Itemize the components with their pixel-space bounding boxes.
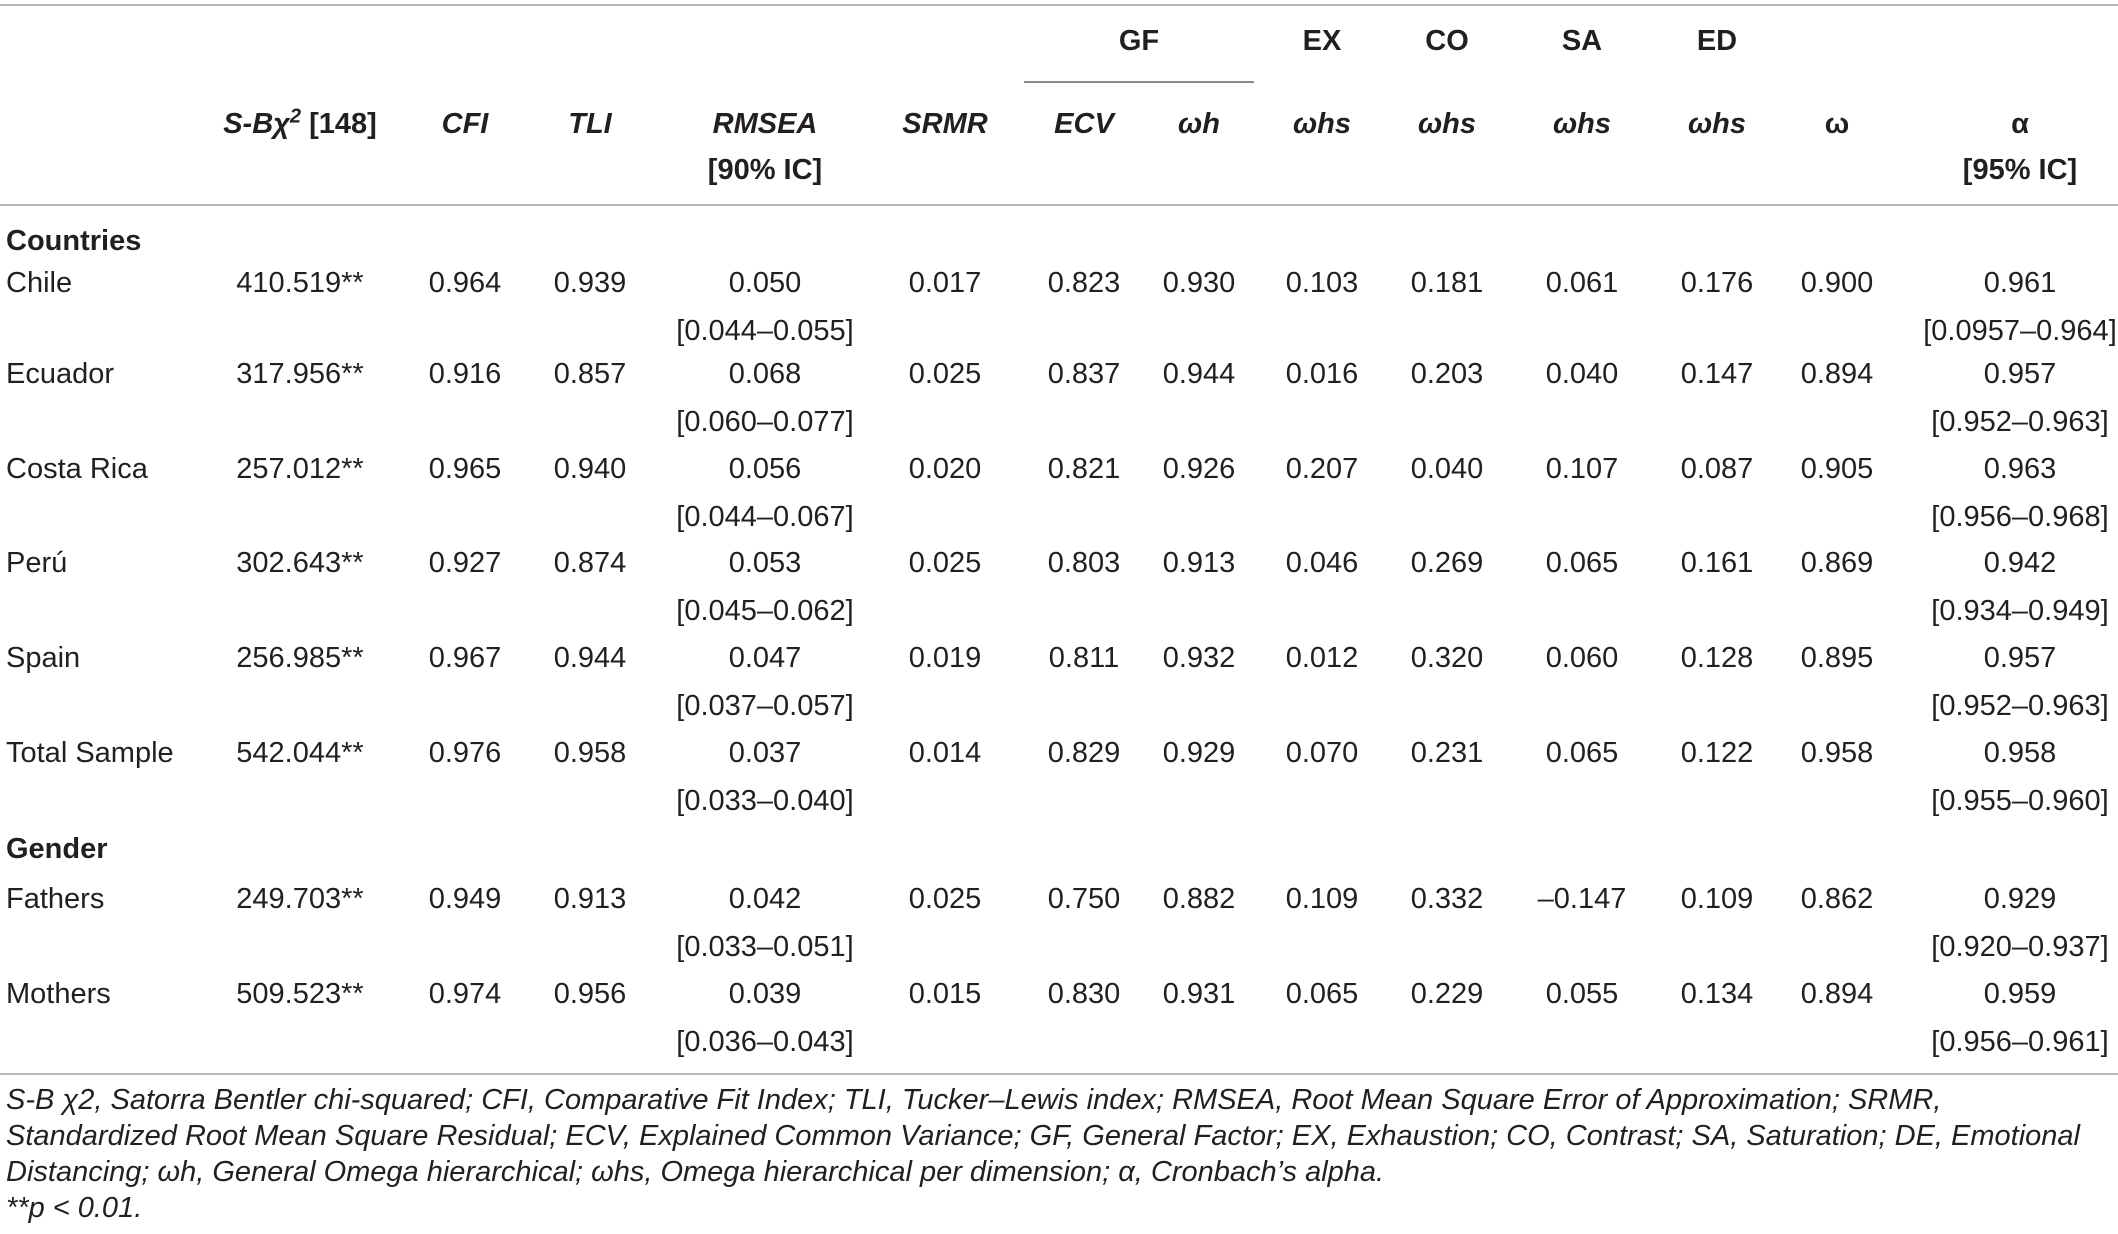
cell-sa: 0.065 [1545,737,1619,769]
cell-w: 0.894 [1800,358,1874,390]
cell-tli: 0.958 [553,737,627,769]
cell-alpha: 0.957 [1983,642,2057,674]
cell-ex: 0.012 [1285,642,1359,674]
group-header-ed: ED [1696,25,1738,57]
cell-rmsea: 0.037 [728,737,802,769]
row-label: Perú [6,547,68,579]
col-header-sbx2-text: S-Bχ [223,108,290,140]
cell-srmr: 0.025 [908,358,982,390]
cell-co: 0.269 [1410,547,1484,579]
cell-cfi: 0.949 [428,883,502,915]
footnote-significance: **p < 0.01. [6,1192,143,1224]
row-label: Fathers [6,883,105,915]
cell-alpha_ci: [0.0957–0.964] [1923,315,2117,347]
cell-ecv: 0.821 [1047,453,1121,485]
cell-ecv: 0.803 [1047,547,1121,579]
row-label: Chile [6,267,73,299]
cell-rmsea_ci: [0.044–0.055] [676,315,854,347]
row-label: Spain [6,642,81,674]
cell-co: 0.332 [1410,883,1484,915]
cell-ex: 0.065 [1285,978,1359,1010]
cell-rmsea_ci: [0.033–0.051] [676,931,854,963]
cell-ecv: 0.823 [1047,267,1121,299]
cell-tli: 0.956 [553,978,627,1010]
cell-w: 0.862 [1800,883,1874,915]
cell-sbx2: 317.956** [236,358,364,390]
cell-ex: 0.109 [1285,883,1359,915]
cell-rmsea: 0.039 [728,978,802,1010]
cell-ecv: 0.829 [1047,737,1121,769]
cell-wh: 0.882 [1162,883,1236,915]
cell-srmr: 0.019 [908,642,982,674]
cell-ed: 0.161 [1680,547,1754,579]
cell-alpha: 0.959 [1983,978,2057,1010]
cell-srmr: 0.015 [908,978,982,1010]
cell-wh: 0.930 [1162,267,1236,299]
cell-sa: 0.107 [1545,453,1619,485]
cell-tli: 0.857 [553,358,627,390]
cell-tli: 0.913 [553,883,627,915]
row-label: Ecuador [6,358,115,390]
cell-rmsea: 0.047 [728,642,802,674]
col-header-omega: ω [1824,108,1850,140]
cell-co: 0.181 [1410,267,1484,299]
cell-cfi: 0.964 [428,267,502,299]
cell-ed: 0.147 [1680,358,1754,390]
cell-srmr: 0.025 [908,883,982,915]
cell-rmsea_ci: [0.044–0.067] [676,501,854,533]
cell-w: 0.895 [1800,642,1874,674]
section-title: Countries [6,225,142,257]
cell-sbx2: 256.985** [236,642,364,674]
cell-sbx2: 509.523** [236,978,364,1010]
cell-sa: 0.040 [1545,358,1619,390]
cell-alpha: 0.942 [1983,547,2057,579]
cell-w: 0.900 [1800,267,1874,299]
cell-rmsea: 0.042 [728,883,802,915]
cell-w: 0.894 [1800,978,1874,1010]
cell-sbx2: 542.044** [236,737,364,769]
cell-alpha: 0.957 [1983,358,2057,390]
cell-tli: 0.874 [553,547,627,579]
cell-rmsea: 0.068 [728,358,802,390]
col-header-sa-whs: ωhs [1552,108,1612,140]
col-header-alpha: α [2011,108,2029,140]
cell-tli: 0.940 [553,453,627,485]
cell-alpha_ci: [0.956–0.968] [1931,501,2109,533]
col-header-tli: TLI [568,108,612,140]
group-header-co: CO [1425,25,1469,57]
cell-sbx2: 410.519** [236,267,364,299]
cell-sbx2: 249.703** [236,883,364,915]
cell-ed: 0.134 [1680,978,1754,1010]
cell-alpha: 0.963 [1983,453,2057,485]
top-rule [0,4,2118,6]
col-header-rmsea-ci: [90% IC] [707,154,823,186]
cell-ed: 0.122 [1680,737,1754,769]
cell-alpha: 0.929 [1983,883,2057,915]
group-header-gf: GF [1118,25,1160,57]
cell-cfi: 0.974 [428,978,502,1010]
cell-rmsea_ci: [0.037–0.057] [676,690,854,722]
footnote-definitions: S-B χ2, Satorra Bentler chi-squared; CFI, Comparative Fit Index; TLI, Tucker–Lewis index; RMSEA, Root Mean Square Error of Approximation; SRMR, Standardized Root Mean Square Residual; ECV, Explained Common Variance; GF, General Factor; EX, Exhaustion; CO, Contrast; SA, Saturation; DE, Emotional Distancing; ωh, General Omega hierarchical; ωhs, Omega hierarchical per dimension; α, Cronbach’s alpha. [6,1084,2080,1188]
cell-ecv: 0.830 [1047,978,1121,1010]
cell-ecv: 0.811 [1048,642,1120,674]
cell-co: 0.040 [1410,453,1484,485]
col-header-alpha-ci: [95% IC] [1962,154,2078,186]
cell-sbx2: 257.012** [236,453,364,485]
cell-cfi: 0.927 [428,547,502,579]
cell-rmsea_ci: [0.045–0.062] [676,595,854,627]
cell-co: 0.320 [1410,642,1484,674]
gf-group-rule [1024,81,1254,83]
cell-wh: 0.929 [1162,737,1236,769]
cell-alpha_ci: [0.955–0.960] [1931,785,2109,817]
cell-alpha_ci: [0.956–0.961] [1931,1026,2109,1058]
cell-ecv: 0.750 [1047,883,1121,915]
cell-alpha_ci: [0.952–0.963] [1931,406,2109,438]
cell-sa: 0.055 [1545,978,1619,1010]
cell-ex: 0.103 [1285,267,1359,299]
cell-wh: 0.913 [1162,547,1236,579]
col-header-sbx2-sup: 2 [289,105,302,128]
cell-srmr: 0.014 [908,737,982,769]
cell-tli: 0.944 [553,642,627,674]
cell-co: 0.229 [1410,978,1484,1010]
cell-sa: 0.060 [1545,642,1619,674]
cell-wh: 0.931 [1162,978,1236,1010]
cell-ex: 0.207 [1285,453,1359,485]
cell-ex: 0.046 [1285,547,1359,579]
row-label: Costa Rica [6,453,148,485]
cell-ed: 0.176 [1680,267,1754,299]
cell-sa: 0.061 [1545,267,1619,299]
cell-sa: 0.065 [1545,547,1619,579]
row-label: Mothers [6,978,111,1010]
cell-tli: 0.939 [553,267,627,299]
cell-alpha_ci: [0.952–0.963] [1931,690,2109,722]
cell-rmsea: 0.050 [728,267,802,299]
cell-rmsea_ci: [0.036–0.043] [676,1026,854,1058]
cell-srmr: 0.017 [908,267,982,299]
cell-co: 0.203 [1410,358,1484,390]
cell-wh: 0.944 [1162,358,1236,390]
cell-srmr: 0.020 [908,453,982,485]
col-header-ed-whs: ωhs [1687,108,1747,140]
cell-co: 0.231 [1410,737,1484,769]
group-header-ex: EX [1302,25,1342,57]
section-title: Gender [6,833,108,865]
col-header-rmsea: RMSEA [712,108,818,140]
table-footnote [6,1082,2114,1226]
col-header-omega-h: ωh [1178,108,1220,140]
cell-rmsea_ci: [0.060–0.077] [676,406,854,438]
cell-srmr: 0.025 [908,547,982,579]
group-header-sa: SA [1561,25,1603,57]
cell-cfi: 0.967 [428,642,502,674]
cell-w: 0.905 [1800,453,1874,485]
col-header-ex-whs: ωhs [1292,108,1352,140]
cell-rmsea_ci: [0.033–0.040] [676,785,854,817]
cell-w: 0.958 [1800,737,1874,769]
cell-rmsea: 0.053 [728,547,802,579]
cell-cfi: 0.965 [428,453,502,485]
cell-cfi: 0.976 [428,737,502,769]
bottom-rule [0,1073,2118,1075]
cell-wh: 0.932 [1162,642,1236,674]
cell-ed: 0.087 [1680,453,1754,485]
cell-wh: 0.926 [1162,453,1236,485]
cell-ex: 0.070 [1285,737,1359,769]
cell-alpha_ci: [0.934–0.949] [1931,595,2109,627]
col-header-sbx2-suffix: [148] [301,108,377,140]
cell-alpha: 0.961 [1983,267,2057,299]
col-header-sbx2 [200,107,400,141]
col-header-srmr: SRMR [902,108,988,140]
cell-rmsea: 0.056 [728,453,802,485]
cell-ed: 0.128 [1680,642,1754,674]
cell-alpha: 0.958 [1983,737,2057,769]
cell-ed: 0.109 [1680,883,1754,915]
cell-w: 0.869 [1800,547,1874,579]
header-rule [0,204,2118,206]
cell-sa: –0.147 [1537,883,1627,915]
cell-ecv: 0.837 [1047,358,1121,390]
col-header-ecv: ECV [1054,108,1114,140]
col-header-cfi: CFI [441,108,489,140]
cell-ex: 0.016 [1285,358,1359,390]
cell-sbx2: 302.643** [236,547,364,579]
col-header-co-whs: ωhs [1417,108,1477,140]
row-label: Total Sample [6,737,174,769]
cell-alpha_ci: [0.920–0.937] [1931,931,2109,963]
cell-cfi: 0.916 [428,358,502,390]
